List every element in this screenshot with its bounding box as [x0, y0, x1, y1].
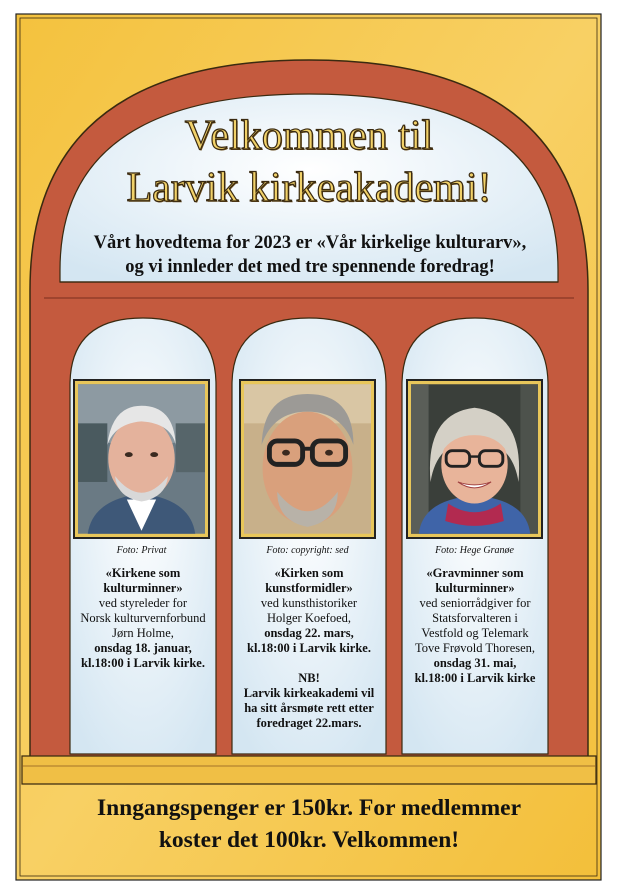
talk-3-title-line-2: kulturminner»: [435, 581, 515, 595]
talk-2-note-title: NB!: [298, 671, 320, 685]
talk-3-time-place: kl.18:00 i Larvik kirke: [414, 671, 536, 685]
talk-2-date: onsdag 22. mars,: [264, 626, 354, 640]
talk-3: [402, 566, 548, 686]
talk-2-title-line-2: kunstformidler»: [265, 581, 353, 595]
talk-2-note-line-3: foredraget 22.mars.: [256, 716, 362, 730]
intro-line-1: Vårt hovedtema for 2023 er «Vår kirkelige kulturarv»,: [93, 233, 527, 253]
footer-line-1: Inngangspenger er 150kr. For medlemmer: [96, 795, 522, 821]
title-line-2: Larvik kirkeakademi!: [126, 165, 492, 211]
talk-1-speaker-line-2: Norsk kulturvernforbund: [80, 611, 206, 625]
talk-1-speaker-line-3: Jørn Holme,: [112, 626, 174, 640]
speaker-photo-1: [73, 379, 210, 539]
talk-1-speaker-line-1: ved styreleder for: [98, 596, 188, 610]
talk-2-speaker-line-1: ved kunsthistoriker: [260, 596, 358, 610]
photo-credit-3: Foto: Hege Granøe: [435, 545, 514, 556]
portrait-man-white-hair: [78, 384, 205, 534]
portrait-man-glasses: [244, 384, 371, 534]
talk-3-speaker-line-2: Statsforvalteren i: [432, 611, 518, 625]
talk-3-date: onsdag 31. mai,: [433, 656, 517, 670]
speaker-photo-3: [406, 379, 543, 539]
talk-1: [70, 566, 216, 671]
talk-2-time-place: kl.18:00 i Larvik kirke.: [247, 641, 371, 655]
talk-2-title-line-1: «Kirken som: [274, 566, 344, 580]
photo-credit-2: Foto: copyright: sed: [266, 545, 349, 556]
talk-2-note-line-2: ha sitt årsmøte rett etter: [244, 701, 374, 715]
portrait-woman-glasses: [411, 384, 538, 534]
speaker-photo-2: [239, 379, 376, 539]
talk-2: [232, 566, 386, 731]
talk-3-speaker-line-3: Vestfold og Telemark: [421, 626, 529, 640]
photo-credit-1: Foto: Privat: [116, 545, 167, 556]
talk-2-note-line-1: Larvik kirkeakademi vil: [243, 686, 375, 700]
intro-line-2: og vi innleder det med tre spennende foredrag!: [125, 257, 495, 277]
talk-3-speaker-line-1: ved seniorrådgiver for: [419, 596, 531, 610]
window-sill: [22, 756, 596, 784]
talk-3-speaker-line-4: Tove Frøvold Thoresen,: [414, 641, 536, 655]
talk-1-title-line-1: «Kirkene som: [105, 566, 181, 580]
talk-2-speaker-line-2: Holger Koefoed,: [267, 611, 351, 625]
footer-line-2: koster det 100kr. Velkommen!: [158, 827, 460, 853]
talk-1-date: onsdag 18. januar,: [94, 641, 192, 655]
talk-3-title-line-1: «Gravminner som: [426, 566, 524, 580]
talk-1-time-place: kl.18:00 i Larvik kirke.: [81, 656, 205, 670]
talk-1-title-line-2: kulturminner»: [103, 581, 183, 595]
title-line-1: Velkommen til: [184, 113, 434, 159]
